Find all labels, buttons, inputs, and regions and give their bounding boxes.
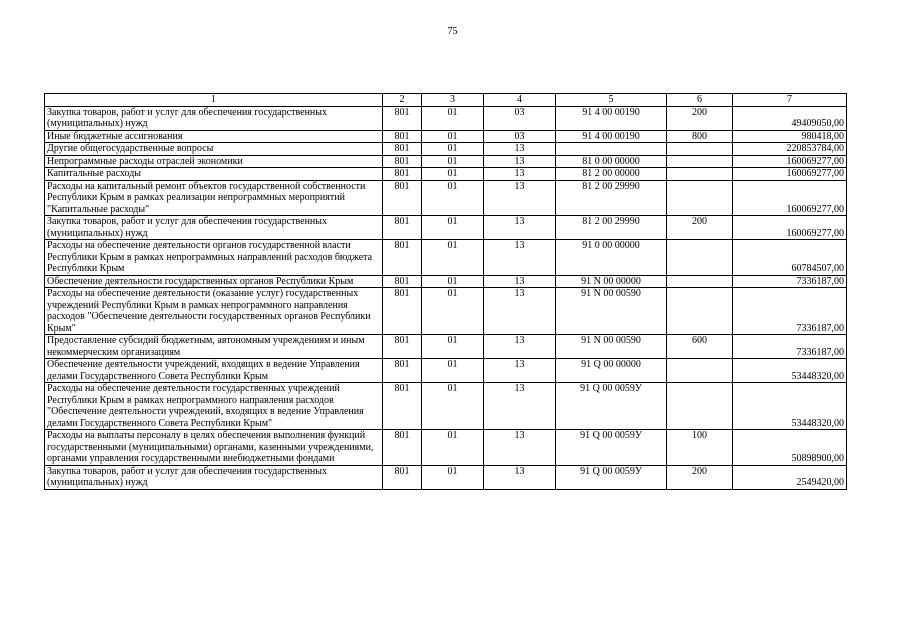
row-name-cell: Обеспечение деятельности учреждений, входящих в ведение Управления делами Государственного Совета Республики Крым — [45, 359, 383, 383]
ministry-code-cell: 801 — [383, 430, 422, 466]
subsection-code-cell: 13 — [484, 155, 556, 168]
target-item-code-cell: 91 N 00 00000 — [556, 275, 667, 288]
amount-cell: 220853784,00 — [733, 143, 847, 156]
row-name-cell: Другие общегосударственные вопросы — [45, 143, 383, 156]
amount-cell: 980418,00 — [733, 130, 847, 143]
subsection-code-cell: 13 — [484, 359, 556, 383]
expense-type-code-cell — [667, 275, 733, 288]
subsection-code-cell: 13 — [484, 275, 556, 288]
amount-cell: 160069277,00 — [733, 216, 847, 240]
expense-type-code-cell: 800 — [667, 130, 733, 143]
section-code-cell: 01 — [422, 359, 484, 383]
subsection-code-cell: 13 — [484, 335, 556, 359]
row-name-cell: Обеспечение деятельности государственных органов Республики Крым — [45, 275, 383, 288]
table-row — [45, 240, 847, 276]
amount-cell: 60784507,00 — [733, 240, 847, 276]
table-header-row — [45, 94, 847, 107]
row-name-cell: Расходы на выплаты персоналу в целях обеспечения выполнения функций государственными (муниципальными) органами, казенными учреждениями, органами управления государственными внебюджетными фондами — [45, 430, 383, 466]
table-row — [45, 155, 847, 168]
table-row — [45, 180, 847, 216]
expense-type-code-cell — [667, 288, 733, 335]
section-code-cell: 01 — [422, 275, 484, 288]
ministry-code-cell: 801 — [383, 383, 422, 430]
ministry-code-cell: 801 — [383, 359, 422, 383]
amount-cell: 160069277,00 — [733, 155, 847, 168]
budget-table — [44, 93, 847, 490]
ministry-code-cell: 801 — [383, 335, 422, 359]
ministry-code-cell: 801 — [383, 465, 422, 489]
target-item-code-cell: 91 0 00 00000 — [556, 240, 667, 276]
target-item-code-cell: 91 4 00 00190 — [556, 106, 667, 130]
row-name-cell: Непрограммные расходы отраслей экономики — [45, 155, 383, 168]
amount-cell: 160069277,00 — [733, 168, 847, 181]
row-name-cell: Капитальные расходы — [45, 168, 383, 181]
subsection-code-cell: 13 — [484, 288, 556, 335]
target-item-code-cell: 81 2 00 29990 — [556, 216, 667, 240]
row-name-cell: Расходы на обеспечение деятельности органов государственной власти Республики Крым в рамках непрограммных направлений расходов бюджета Республики Крым — [45, 240, 383, 276]
section-code-cell: 01 — [422, 465, 484, 489]
expense-type-code-cell — [667, 180, 733, 216]
section-code-cell: 01 — [422, 240, 484, 276]
table-row — [45, 275, 847, 288]
row-name-cell: Расходы на капитальный ремонт объектов государственной собственности Республики Крым в рамках реализации непрограммных мероприятий "Капитальные расходы" — [45, 180, 383, 216]
expense-type-code-cell — [667, 155, 733, 168]
table-row — [45, 288, 847, 335]
table-row — [45, 106, 847, 130]
target-item-code-cell: 81 0 00 00000 — [556, 155, 667, 168]
row-name-cell: Иные бюджетные ассигнования — [45, 130, 383, 143]
expense-type-code-cell — [667, 240, 733, 276]
table-row — [45, 168, 847, 181]
page-number: 75 — [447, 26, 458, 37]
subsection-code-cell: 13 — [484, 216, 556, 240]
column-header: 6 — [667, 94, 733, 107]
amount-cell: 2549420,00 — [733, 465, 847, 489]
table-body — [45, 94, 847, 490]
section-code-cell: 01 — [422, 180, 484, 216]
ministry-code-cell: 801 — [383, 288, 422, 335]
column-header: 2 — [383, 94, 422, 107]
target-item-code-cell: 91 Q 00 0059У — [556, 383, 667, 430]
expense-type-code-cell — [667, 359, 733, 383]
amount-cell: 7336187,00 — [733, 275, 847, 288]
table-row — [45, 465, 847, 489]
subsection-code-cell: 13 — [484, 383, 556, 430]
table-row — [45, 383, 847, 430]
target-item-code-cell: 91 Q 00 0059У — [556, 430, 667, 466]
target-item-code-cell: 91 Q 00 0059У — [556, 465, 667, 489]
table-row — [45, 130, 847, 143]
row-name-cell: Закупка товаров, работ и услуг для обеспечения государственных (муниципальных) нужд — [45, 106, 383, 130]
section-code-cell: 01 — [422, 288, 484, 335]
amount-cell: 49409050,00 — [733, 106, 847, 130]
subsection-code-cell: 13 — [484, 465, 556, 489]
amount-cell: 7336187,00 — [733, 335, 847, 359]
row-name-cell: Расходы на обеспечение деятельности (оказание услуг) государственных учреждений Республики Крым в рамках непрограммного направления расходов "Обеспечение деятельности государственных органов Республики Крым" — [45, 288, 383, 335]
ministry-code-cell: 801 — [383, 155, 422, 168]
table-row — [45, 430, 847, 466]
ministry-code-cell: 801 — [383, 240, 422, 276]
target-item-code-cell: 91 Q 00 00000 — [556, 359, 667, 383]
table-row — [45, 335, 847, 359]
section-code-cell: 01 — [422, 143, 484, 156]
subsection-code-cell: 13 — [484, 180, 556, 216]
column-header: 1 — [45, 94, 383, 107]
subsection-code-cell: 13 — [484, 240, 556, 276]
column-header: 7 — [733, 94, 847, 107]
subsection-code-cell: 13 — [484, 143, 556, 156]
ministry-code-cell: 801 — [383, 180, 422, 216]
target-item-code-cell: 91 N 00 00590 — [556, 335, 667, 359]
amount-cell: 160069277,00 — [733, 180, 847, 216]
row-name-cell: Предоставление субсидий бюджетным, автономным учреждениям и иным некоммерческим организациям — [45, 335, 383, 359]
section-code-cell: 01 — [422, 106, 484, 130]
expense-type-code-cell: 100 — [667, 430, 733, 466]
ministry-code-cell: 801 — [383, 130, 422, 143]
column-header: 5 — [556, 94, 667, 107]
expense-type-code-cell: 200 — [667, 216, 733, 240]
expense-type-code-cell: 200 — [667, 106, 733, 130]
table-row — [45, 143, 847, 156]
ministry-code-cell: 801 — [383, 216, 422, 240]
column-header: 4 — [484, 94, 556, 107]
subsection-code-cell: 13 — [484, 430, 556, 466]
expense-type-code-cell — [667, 168, 733, 181]
table-row — [45, 359, 847, 383]
subsection-code-cell: 13 — [484, 168, 556, 181]
row-name-cell: Закупка товаров, работ и услуг для обеспечения государственных (муниципальных) нужд — [45, 465, 383, 489]
section-code-cell: 01 — [422, 216, 484, 240]
ministry-code-cell: 801 — [383, 275, 422, 288]
target-item-code-cell: 91 N 00 00590 — [556, 288, 667, 335]
section-code-cell: 01 — [422, 130, 484, 143]
target-item-code-cell — [556, 143, 667, 156]
subsection-code-cell: 03 — [484, 106, 556, 130]
section-code-cell: 01 — [422, 335, 484, 359]
amount-cell: 50898900,00 — [733, 430, 847, 466]
column-header: 3 — [422, 94, 484, 107]
row-name-cell: Расходы на обеспечение деятельности государственных учреждений Республики Крым в рамках непрограммного направления расходов "Обеспечение деятельности учреждений, входящих в ведение Управления делами Государственного Совета Республики Крым" — [45, 383, 383, 430]
expense-type-code-cell: 200 — [667, 465, 733, 489]
expense-type-code-cell — [667, 383, 733, 430]
row-name-cell: Закупка товаров, работ и услуг для обеспечения государственных (муниципальных) нужд — [45, 216, 383, 240]
section-code-cell: 01 — [422, 383, 484, 430]
section-code-cell: 01 — [422, 430, 484, 466]
amount-cell: 53448320,00 — [733, 383, 847, 430]
ministry-code-cell: 801 — [383, 106, 422, 130]
target-item-code-cell: 91 4 00 00190 — [556, 130, 667, 143]
expense-type-code-cell — [667, 143, 733, 156]
amount-cell: 7336187,00 — [733, 288, 847, 335]
ministry-code-cell: 801 — [383, 168, 422, 181]
expense-type-code-cell: 600 — [667, 335, 733, 359]
ministry-code-cell: 801 — [383, 143, 422, 156]
target-item-code-cell: 81 2 00 00000 — [556, 168, 667, 181]
subsection-code-cell: 03 — [484, 130, 556, 143]
section-code-cell: 01 — [422, 168, 484, 181]
table-row — [45, 216, 847, 240]
section-code-cell: 01 — [422, 155, 484, 168]
target-item-code-cell: 81 2 00 29990 — [556, 180, 667, 216]
amount-cell: 53448320,00 — [733, 359, 847, 383]
